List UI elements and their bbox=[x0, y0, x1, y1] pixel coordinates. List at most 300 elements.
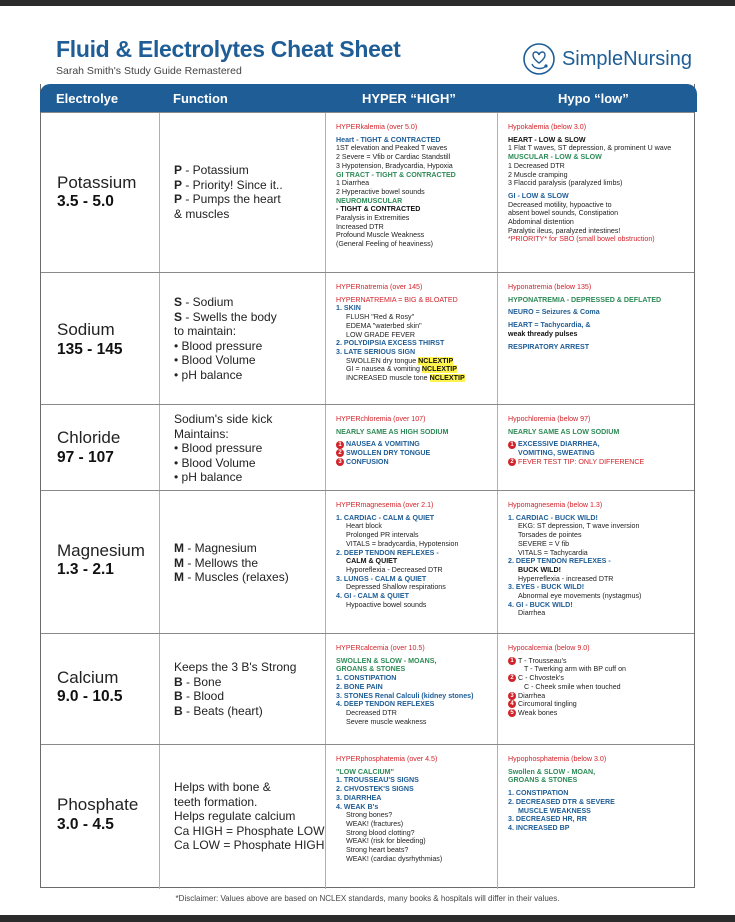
electrolyte-cell bbox=[41, 745, 159, 889]
table-row bbox=[41, 744, 694, 889]
symptom-line bbox=[336, 144, 493, 153]
symptom-line bbox=[508, 123, 690, 132]
symptom-text: 2. CHVOSTEK'S SIGNS bbox=[336, 785, 414, 794]
symptom-line bbox=[336, 136, 493, 145]
function-line bbox=[174, 339, 277, 354]
symptom-line bbox=[508, 609, 690, 618]
symptom-line bbox=[508, 798, 690, 807]
hypo-symptoms bbox=[508, 123, 690, 244]
function-line bbox=[174, 824, 324, 839]
function-line bbox=[174, 570, 289, 585]
number-badge: 1 bbox=[508, 441, 516, 449]
symptom-text: Hypocalcemia (below 9.0) bbox=[508, 644, 590, 652]
symptom-line bbox=[508, 458, 690, 467]
hyper-symptoms bbox=[336, 415, 493, 467]
symptom-line bbox=[336, 440, 493, 449]
symptom-line bbox=[336, 153, 493, 162]
function-line-text: • Blood Volume bbox=[174, 353, 256, 367]
symptom-line bbox=[336, 803, 493, 812]
mnemonic-letter: P bbox=[174, 192, 183, 206]
electrolyte-range: 135 - 145 bbox=[57, 341, 123, 358]
mnemonic-letter: P bbox=[174, 177, 183, 192]
symptom-line bbox=[336, 644, 493, 653]
symptom-text: C - Chvostek's bbox=[518, 674, 564, 683]
function-line bbox=[174, 295, 277, 310]
symptom-text: VITALS = Tachycardia bbox=[518, 548, 588, 557]
symptom-text: BUCK WILD! bbox=[518, 565, 561, 574]
function-line-text: - Pumps the heart bbox=[182, 192, 281, 206]
electrolyte-name: Potassium bbox=[57, 173, 137, 192]
symptom-line bbox=[336, 357, 493, 366]
symptom-text: SWOLLEN dry tongue bbox=[346, 356, 417, 365]
symptom-line bbox=[508, 692, 690, 701]
symptom-line bbox=[336, 692, 493, 701]
function-line-text: Ca LOW = Phosphate HIGH bbox=[174, 838, 325, 852]
symptom-line bbox=[336, 205, 493, 214]
symptom-line bbox=[508, 674, 690, 683]
symptom-text: Depressed Shallow respirations bbox=[346, 583, 446, 592]
column-header-hypo: Hypo “low” bbox=[558, 91, 629, 106]
number-badge: 2 bbox=[336, 449, 344, 457]
symptom-text: 1 Diarrhea bbox=[336, 179, 370, 188]
symptom-line bbox=[336, 785, 493, 794]
electrolyte-table bbox=[40, 84, 695, 888]
symptom-line bbox=[336, 540, 493, 549]
symptom-line bbox=[336, 415, 493, 424]
symptom-line bbox=[336, 683, 493, 692]
symptom-text: Hyponatremia (below 135) bbox=[508, 283, 592, 291]
function-text bbox=[174, 412, 272, 485]
page-title: Fluid & Electrolytes Cheat Sheet bbox=[56, 36, 401, 62]
mnemonic-letter: P bbox=[174, 163, 183, 177]
mnemonic-letter: B bbox=[174, 703, 183, 718]
electrolyte-range: 3.0 - 4.5 bbox=[57, 816, 114, 833]
symptom-text: Swollen & SLOW - MOAN, bbox=[508, 767, 596, 776]
hypo-cell bbox=[497, 273, 694, 405]
function-line-text: Ca HIGH = Phosphate LOW bbox=[174, 823, 325, 838]
symptom-text: 1. SKIN bbox=[336, 304, 361, 313]
function-line bbox=[174, 660, 296, 675]
function-line bbox=[174, 675, 296, 690]
symptom-text: Decreased motility, hypoactive to bbox=[508, 200, 612, 209]
stethoscope-heart-icon bbox=[522, 42, 556, 76]
symptom-line bbox=[336, 601, 493, 610]
symptom-line bbox=[336, 123, 493, 132]
number-badge: 3 bbox=[508, 692, 516, 700]
symptom-line bbox=[508, 308, 690, 317]
function-line bbox=[174, 441, 272, 456]
function-line-text: teeth formation. bbox=[174, 794, 258, 809]
symptom-text: 1. CONSTIPATION bbox=[508, 789, 569, 798]
function-line bbox=[174, 795, 324, 810]
symptom-text: Diarrhea bbox=[518, 691, 546, 700]
symptom-text: 3. STONES Renal Calculi (kidney stones) bbox=[336, 691, 474, 700]
symptom-text: CONFUSION bbox=[346, 457, 389, 466]
symptom-line bbox=[336, 296, 493, 305]
electrolyte-name: Magnesium bbox=[57, 541, 145, 560]
function-line-text: • pH balance bbox=[174, 367, 243, 382]
symptom-line bbox=[508, 283, 690, 292]
symptom-line bbox=[508, 192, 690, 201]
symptom-text: NEUROMUSCULAR bbox=[336, 196, 403, 205]
hypo-cell bbox=[497, 745, 694, 889]
symptom-line bbox=[336, 776, 493, 785]
symptom-text: HYPERkalemia (over 5.0) bbox=[336, 123, 418, 131]
function-text bbox=[174, 541, 289, 585]
function-line bbox=[174, 412, 272, 427]
electrolyte-name: Calcium bbox=[57, 668, 119, 687]
symptom-line bbox=[508, 209, 690, 218]
function-line-text: • Blood Volume bbox=[174, 455, 256, 470]
symptom-line bbox=[508, 531, 690, 540]
symptom-line bbox=[508, 575, 690, 584]
symptom-line bbox=[336, 331, 493, 340]
symptom-text: HYPONATREMIA - DEPRESSED & DEFLATED bbox=[508, 295, 662, 304]
symptom-line bbox=[336, 674, 493, 683]
symptom-text: 2. DEEP TENDON REFLEXES - bbox=[508, 557, 611, 566]
symptom-text: 1. CARDIAC - CALM & QUIET bbox=[336, 513, 435, 522]
symptom-line bbox=[336, 794, 493, 803]
hypo-symptoms bbox=[508, 755, 690, 833]
symptom-line bbox=[336, 304, 493, 313]
symptom-line bbox=[508, 144, 690, 153]
electrolyte-cell bbox=[41, 113, 159, 273]
symptom-text: Torsades de pointes bbox=[518, 531, 582, 540]
symptom-line bbox=[508, 755, 690, 764]
symptom-text: 2. DECREASED DTR & SEVERE bbox=[508, 797, 615, 806]
function-line-text: • Blood pressure bbox=[174, 338, 263, 353]
nclex-tip-highlight: NCLEXTIP bbox=[418, 356, 454, 365]
hypo-cell bbox=[497, 405, 694, 491]
symptom-line bbox=[336, 657, 493, 666]
function-line bbox=[174, 178, 283, 193]
function-cell bbox=[159, 113, 325, 273]
hypo-symptoms bbox=[508, 283, 690, 351]
symptom-text: Hypoactive bowel sounds bbox=[346, 600, 427, 609]
symptom-text: GROANS & STONES bbox=[508, 776, 578, 785]
symptom-text: GI = nausea & vomiting bbox=[346, 365, 420, 374]
table-row bbox=[41, 633, 694, 745]
symptom-line bbox=[508, 449, 690, 458]
symptom-text: Strong heart beats? bbox=[346, 846, 409, 855]
symptom-line bbox=[336, 837, 493, 846]
symptom-line bbox=[508, 296, 690, 305]
number-badge: 4 bbox=[508, 700, 516, 708]
symptom-line bbox=[336, 709, 493, 718]
symptom-line bbox=[508, 789, 690, 798]
function-line-text: • pH balance bbox=[174, 470, 243, 484]
symptom-line bbox=[336, 575, 493, 584]
symptom-text: Abdominal distention bbox=[508, 218, 574, 227]
symptom-line bbox=[508, 227, 690, 236]
symptom-line bbox=[336, 665, 493, 674]
symptom-text: Circumoral tingling bbox=[518, 700, 577, 709]
symptom-text: Increased DTR bbox=[336, 222, 384, 231]
electrolyte-name: Phosphate bbox=[57, 795, 139, 814]
symptom-line bbox=[508, 343, 690, 352]
symptom-line bbox=[508, 428, 690, 437]
function-line bbox=[174, 704, 296, 719]
symptom-text: HYPERcalcemia (over 10.5) bbox=[336, 644, 425, 652]
symptom-text: - TIGHT & CONTRACTED bbox=[336, 205, 421, 214]
symptom-line bbox=[336, 374, 493, 383]
mnemonic-letter: M bbox=[174, 570, 184, 584]
symptom-text: WEAK! (risk for bleeding) bbox=[346, 837, 426, 846]
mnemonic-letter: S bbox=[174, 309, 183, 324]
function-line-text: Sodium's side kick bbox=[174, 412, 273, 426]
function-line-text: - Beats (heart) bbox=[182, 703, 263, 718]
symptom-text: 2 Muscle cramping bbox=[508, 170, 568, 179]
symptom-line bbox=[508, 557, 690, 566]
symptom-text: VITALS = bradycardia, Hypotension bbox=[346, 539, 459, 548]
top-border bbox=[0, 0, 735, 6]
symptom-line bbox=[336, 501, 493, 510]
symptom-text: T - Trousseau's bbox=[518, 656, 567, 665]
number-badge: 2 bbox=[508, 458, 516, 466]
symptom-text: Heart block bbox=[346, 522, 382, 531]
function-line-text: Keeps the 3 B's Strong bbox=[174, 660, 297, 674]
symptom-text: GI TRACT - TIGHT & CONTRACTED bbox=[336, 170, 456, 179]
symptom-text: Hypochloremia (below 97) bbox=[508, 415, 591, 423]
function-line bbox=[174, 470, 272, 485]
symptom-text: CALM & QUIET bbox=[346, 557, 398, 566]
symptom-text: NEURO = Seizures & Coma bbox=[508, 308, 600, 317]
hyper-cell bbox=[325, 491, 497, 634]
electrolyte-cell bbox=[41, 405, 159, 491]
symptom-text: 2 Severe = Vfib or Cardiac Standstill bbox=[336, 153, 451, 162]
symptom-line bbox=[508, 644, 690, 653]
symptom-line bbox=[336, 811, 493, 820]
column-header-hyper: HYPER “HIGH” bbox=[362, 91, 456, 106]
hyper-symptoms bbox=[336, 644, 493, 726]
symptom-text: Hypokalemia (below 3.0) bbox=[508, 123, 587, 131]
symptom-text: EKG: ST depression, T wave inversion bbox=[518, 522, 640, 531]
function-line-text: • Blood pressure bbox=[174, 441, 263, 455]
symptom-text: GROANS & STONES bbox=[336, 665, 406, 674]
symptom-line bbox=[336, 829, 493, 838]
nclex-tip-highlight: NCLEXTIP bbox=[421, 365, 457, 374]
symptom-line bbox=[508, 665, 690, 674]
symptom-text: HYPERNATREMIA = BIG & BLOATED bbox=[336, 295, 458, 304]
column-header-function: Function bbox=[173, 91, 228, 106]
function-cell bbox=[159, 491, 325, 634]
symptom-text: WEAK! (cardiac dysrhythmias) bbox=[346, 854, 443, 863]
symptom-text: NEARLY SAME AS LOW SODIUM bbox=[508, 427, 620, 436]
hypo-symptoms bbox=[508, 415, 690, 467]
symptom-text: Paralytic ileus, paralyzed intestines! bbox=[508, 226, 621, 235]
symptom-line bbox=[336, 188, 493, 197]
symptom-line bbox=[508, 549, 690, 558]
symptom-line bbox=[508, 824, 690, 833]
column-header-electrolyte: Electrolye bbox=[56, 91, 119, 106]
symptom-text: 3. EYES - BUCK WILD! bbox=[508, 583, 585, 592]
symptom-line bbox=[508, 171, 690, 180]
function-text bbox=[174, 295, 277, 382]
symptom-line bbox=[336, 755, 493, 764]
symptom-line bbox=[336, 855, 493, 864]
symptom-line bbox=[508, 201, 690, 210]
function-text bbox=[174, 163, 283, 221]
symptom-text: NAUSEA & VOMITING bbox=[346, 440, 420, 449]
symptom-line bbox=[508, 566, 690, 575]
mnemonic-letter: M bbox=[174, 541, 184, 555]
function-cell bbox=[159, 405, 325, 491]
electrolyte-range: 9.0 - 10.5 bbox=[57, 688, 123, 705]
symptom-text: MUSCULAR - LOW & SLOW bbox=[508, 153, 602, 162]
symptom-line bbox=[508, 440, 690, 449]
function-line-text: to maintain: bbox=[174, 324, 237, 338]
function-line bbox=[174, 689, 296, 704]
symptom-text: (General Feeling of heaviness) bbox=[336, 240, 433, 249]
symptom-text: Decreased DTR bbox=[346, 708, 397, 717]
electrolyte-range: 3.5 - 5.0 bbox=[57, 193, 114, 210]
symptom-line bbox=[508, 162, 690, 171]
symptom-text: HYPERchloremia (over 107) bbox=[336, 415, 426, 423]
hypo-cell bbox=[497, 491, 694, 634]
function-text bbox=[174, 780, 324, 853]
symptom-text: RESPIRATORY ARREST bbox=[508, 342, 590, 351]
function-line bbox=[174, 427, 272, 442]
function-line-text: - Bone bbox=[182, 674, 222, 689]
symptom-text: SWOLLEN DRY TONGUE bbox=[346, 449, 431, 458]
symptom-text: "LOW CALCIUM" bbox=[336, 767, 394, 776]
hyper-cell bbox=[325, 745, 497, 889]
mnemonic-letter: M bbox=[174, 555, 184, 570]
function-line bbox=[174, 368, 277, 383]
symptom-line bbox=[336, 348, 493, 357]
symptom-line bbox=[336, 768, 493, 777]
hypo-symptoms bbox=[508, 644, 690, 718]
symptom-text: 3 Flaccid paralysis (paralyzed limbs) bbox=[508, 179, 623, 188]
symptom-text: 3. LATE SERIOUS SIGN bbox=[336, 347, 416, 356]
symptom-line bbox=[336, 549, 493, 558]
symptom-text: HEART = Tachycardia, & bbox=[508, 321, 591, 330]
symptom-line bbox=[336, 171, 493, 180]
symptom-text: 1. CONSTIPATION bbox=[336, 674, 397, 683]
function-line bbox=[174, 163, 283, 178]
symptom-line bbox=[336, 322, 493, 331]
function-line bbox=[174, 809, 324, 824]
symptom-line bbox=[508, 709, 690, 718]
electrolyte-range: 1.3 - 2.1 bbox=[57, 561, 114, 578]
symptom-text: Hypophosphatemia (below 3.0) bbox=[508, 755, 607, 763]
symptom-text: Strong bones? bbox=[346, 811, 393, 820]
symptom-line bbox=[508, 592, 690, 601]
symptom-line bbox=[336, 231, 493, 240]
symptom-line bbox=[508, 136, 690, 145]
symptom-line bbox=[336, 458, 493, 467]
symptom-text: C - Cheek smile when touched bbox=[524, 682, 621, 691]
symptom-text: 4. INCREASED BP bbox=[508, 823, 570, 832]
symptom-line bbox=[508, 321, 690, 330]
symptom-line bbox=[336, 846, 493, 855]
table-row bbox=[41, 490, 694, 634]
symptom-text: SWOLLEN & SLOW - MOANS, bbox=[336, 656, 437, 665]
table-row bbox=[41, 404, 694, 491]
hypo-cell bbox=[497, 634, 694, 745]
symptom-text: HYPERmagnesemia (over 2.1) bbox=[336, 501, 434, 509]
symptom-line bbox=[508, 179, 690, 188]
symptom-line bbox=[508, 540, 690, 549]
symptom-text: Profound Muscle Weakness bbox=[336, 231, 425, 240]
symptom-text: absent bowel sounds, Constipation bbox=[508, 209, 619, 218]
header bbox=[56, 36, 696, 86]
symptom-line bbox=[508, 583, 690, 592]
symptom-text: WEAK! (fractures) bbox=[346, 819, 404, 828]
symptom-text: T - Twerking arm with BP cuff on bbox=[524, 665, 626, 674]
symptom-text: HYPERphosphatemia (over 4.5) bbox=[336, 755, 438, 763]
hyper-cell bbox=[325, 405, 497, 491]
symptom-text: Severe muscle weakness bbox=[346, 717, 427, 726]
function-line-text: - Magnesium bbox=[184, 541, 257, 555]
symptom-line bbox=[336, 339, 493, 348]
hyper-cell bbox=[325, 634, 497, 745]
function-line-text: - Sodium bbox=[182, 295, 234, 309]
function-line-text: - Mellows the bbox=[184, 555, 259, 570]
symptom-line bbox=[336, 179, 493, 188]
function-cell bbox=[159, 273, 325, 405]
symptom-text: INCREASED muscle tone bbox=[346, 374, 428, 383]
function-text bbox=[174, 660, 296, 718]
function-cell bbox=[159, 745, 325, 889]
symptom-line bbox=[336, 283, 493, 292]
symptom-line bbox=[508, 235, 690, 244]
table-row bbox=[41, 272, 694, 405]
number-badge: 1 bbox=[508, 657, 516, 665]
symptom-line bbox=[336, 449, 493, 458]
function-line-text: Helps with bone & bbox=[174, 780, 271, 794]
symptom-text: Hyporeflexia - Decreased DTR bbox=[346, 565, 443, 574]
symptom-text: MUSCLE WEAKNESS bbox=[518, 806, 591, 815]
symptom-line bbox=[508, 776, 690, 785]
brand-name: SimpleNursing bbox=[561, 47, 692, 70]
nclex-tip-highlight: NCLEXTIP bbox=[429, 374, 465, 383]
symptom-text: FLUSH "Red & Rosy" bbox=[346, 313, 415, 322]
symptom-text: Prolonged PR intervals bbox=[346, 531, 419, 540]
symptom-text: Paralysis in Extremities bbox=[336, 214, 410, 223]
electrolyte-cell bbox=[41, 634, 159, 745]
symptom-text: 3 Hypotension, Bradycardia, Hypoxia bbox=[336, 161, 453, 170]
symptom-line bbox=[336, 214, 493, 223]
symptom-text: weak thready pulses bbox=[508, 329, 578, 338]
symptom-text: LOW GRADE FEVER bbox=[346, 330, 415, 339]
symptom-text: EXCESSIVE DIARRHEA, bbox=[518, 440, 600, 449]
hyper-symptoms bbox=[336, 501, 493, 609]
symptom-text: 3. LUNGS - CALM & QUIET bbox=[336, 574, 427, 583]
function-cell bbox=[159, 634, 325, 745]
symptom-line bbox=[336, 197, 493, 206]
symptom-text: HEART - LOW & SLOW bbox=[508, 135, 586, 144]
symptom-line bbox=[508, 657, 690, 666]
symptom-text: FEVER TEST TIP: ONLY DIFFERENCE bbox=[518, 457, 645, 466]
function-line-text: Helps regulate calcium bbox=[174, 809, 296, 823]
symptom-text: 4. WEAK B's bbox=[336, 802, 379, 811]
symptom-text: Hypomagnesemia (below 1.3) bbox=[508, 501, 603, 509]
symptom-text: GI - LOW & SLOW bbox=[508, 191, 569, 200]
function-line-text: - Priority! Since it.. bbox=[182, 177, 283, 192]
hyper-cell bbox=[325, 273, 497, 405]
symptom-text: Weak bones bbox=[518, 708, 558, 717]
number-badge: 3 bbox=[336, 458, 344, 466]
symptom-line bbox=[336, 428, 493, 437]
symptom-line bbox=[508, 700, 690, 709]
symptom-text: VOMITING, SWEATING bbox=[518, 449, 595, 458]
symptom-text: 3. DECREASED HR, RR bbox=[508, 815, 587, 824]
symptom-text: SEVERE = V fib bbox=[518, 539, 570, 548]
symptom-text: 4. GI - BUCK WILD! bbox=[508, 600, 573, 609]
symptom-text: Heart - TIGHT & CONTRACTED bbox=[336, 135, 441, 144]
symptom-text: Hyperreflexia - increased DTR bbox=[518, 574, 614, 583]
